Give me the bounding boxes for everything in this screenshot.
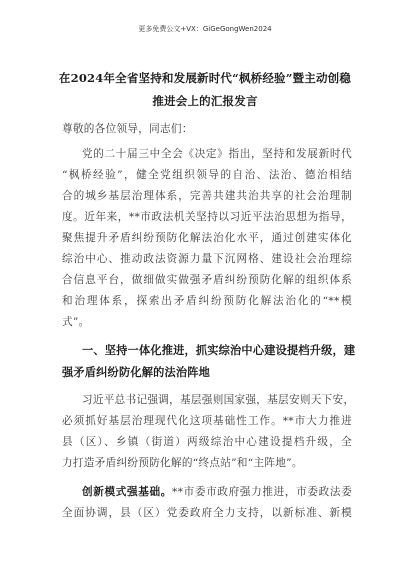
- paragraph-line: 党的二十届三中全会《决定》指出，坚持和发展新时代: [82, 148, 352, 160]
- document-title-line-2: 推进会上的汇报发言: [152, 94, 258, 108]
- paragraph-line: 必须抓好基层治理现代化这项基础性工作。**市大力推进: [62, 415, 352, 427]
- paragraph-line: 全面协调，县（区）党委政府全力支持，以新标准、新模: [62, 507, 352, 519]
- paragraph-line: 力打造矛盾纠纷预防化解的“终点站”和“主阵地”。: [62, 457, 303, 469]
- paragraph-line: 和治理体系，探索出矛盾纠纷预防化解法治化的“**模: [62, 295, 352, 307]
- paragraph-line: 合信息平台，做细做实做强矛盾纠纷预防化解的组织体系: [62, 274, 352, 286]
- paragraph-text: **市委市政府强力推进，市委政法委: [172, 486, 352, 498]
- paragraph-lead: 创新模式强基础。: [82, 486, 173, 498]
- paragraph-line: “枫桥经验”，健全党组织领导的自治、法治、德治相结: [62, 169, 352, 181]
- paragraph-line: 聚焦提升矛盾纠纷预防化解法治化水平，通过创建实体化: [62, 232, 352, 244]
- paragraph-line: 综治中心、推动政法资源力量下沉网格、建设社会治理综: [62, 253, 352, 265]
- section-heading-line-1: 一、坚持一体化推进，抓实综治中心建设提档升级，建: [82, 343, 356, 357]
- paragraph-line: 习近平总书记强调，基层强则国家强，基层安则天下安，: [82, 394, 355, 406]
- header-note: 更多免费公文+VX：GiGeGongWen2024: [138, 25, 272, 33]
- document-title-line-1: 在2024年全省坚持和发展新时代“枫桥经验”暨主动创稳: [58, 71, 352, 85]
- paragraph-line: 合的城乡基层治理体系，完善共建共治共享的社会治理制: [62, 190, 352, 202]
- paragraph-line: [62, 484, 352, 499]
- paragraph-line: 县（区）、乡镇（街道）两级综治中心建设提档升级，全: [62, 436, 352, 448]
- section-heading-line-2: 强矛盾纠纷防化解的法治阵地: [62, 365, 211, 379]
- paragraph-line: 式”。: [62, 316, 90, 328]
- paragraph-line: 度。近年来，**市政法机关坚持以习近平法治思想为指导，: [62, 211, 352, 223]
- salutation: 尊敬的各位领导，同志们：: [62, 123, 193, 135]
